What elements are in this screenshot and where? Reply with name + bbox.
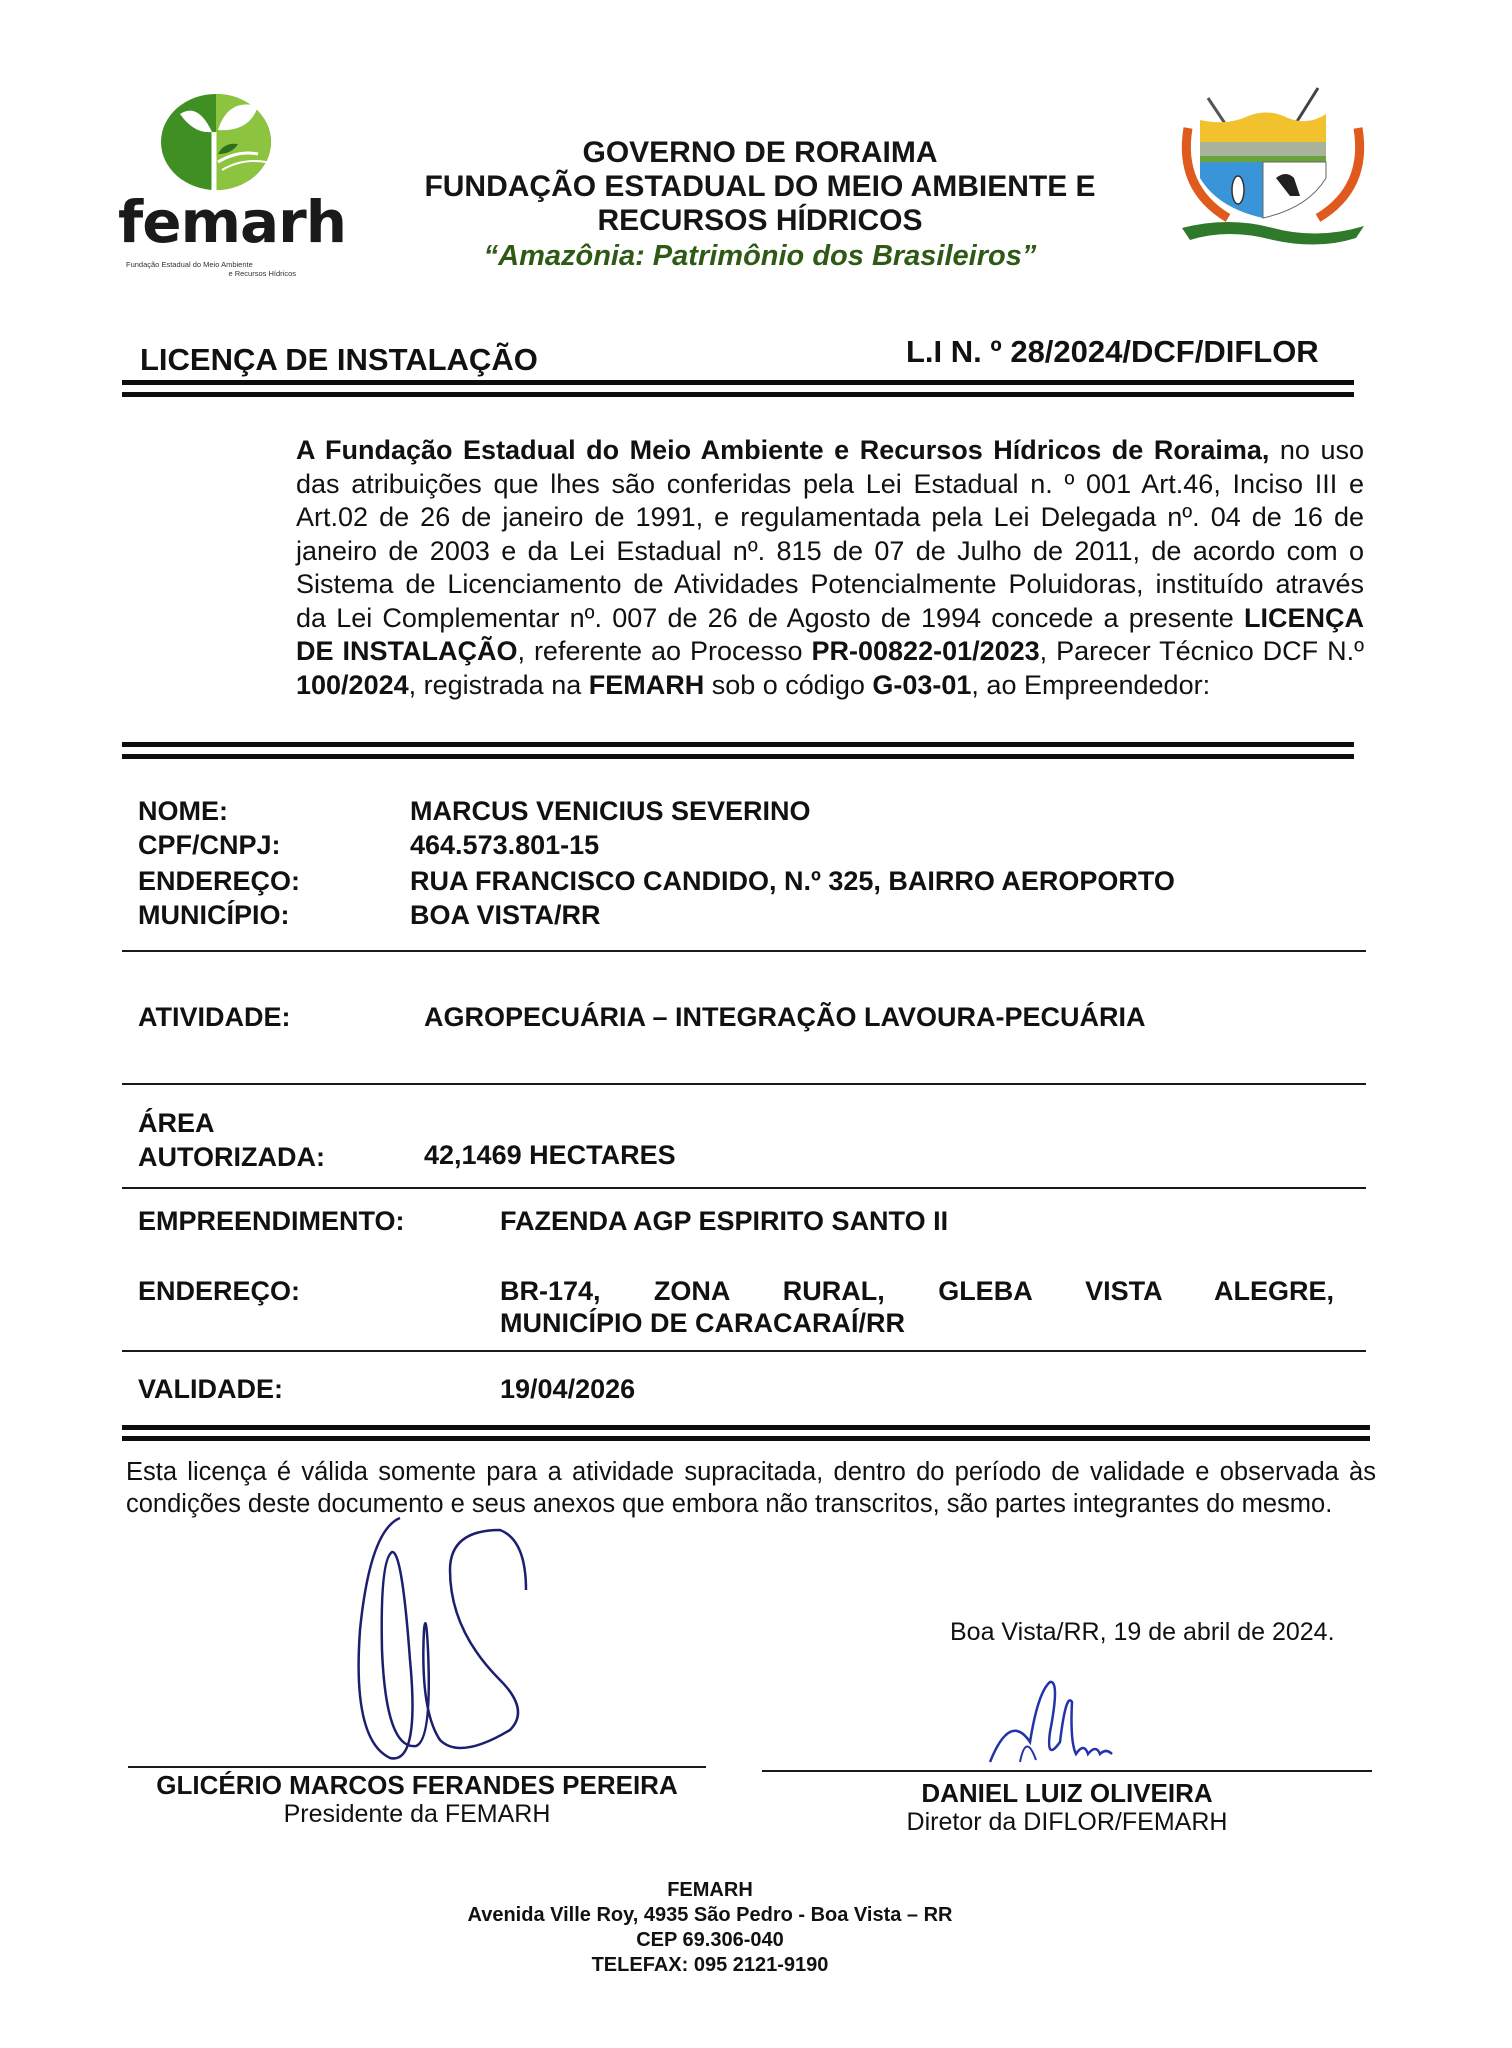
header-title-block: [380, 136, 1140, 273]
applicant-address: RUA FRANCISCO CANDIDO, N.º 325, BAIRRO AEROPORTO: [410, 866, 1175, 896]
license-number: L.I N. º 28/2024/DCF/DIFLOR: [906, 334, 1319, 369]
area-label-line1: ÁREA: [138, 1108, 215, 1138]
technical-opinion-number: 100/2024: [296, 669, 409, 700]
signatory-name: DANIEL LUIZ OLIVEIRA: [921, 1778, 1213, 1808]
area-label: [138, 1106, 325, 1174]
address-label: ENDEREÇO:: [138, 866, 301, 896]
logo-subtitle: [126, 260, 326, 278]
signature-line: [128, 1766, 706, 1768]
intro-text: sob o código: [704, 669, 873, 700]
enterprise-address-label: ENDEREÇO:: [138, 1276, 301, 1306]
femarh-logo: [118, 92, 347, 278]
activity-label: ATIVIDADE:: [138, 1002, 291, 1032]
intro-text: no uso das atribuições que lhes são conferidas pela Lei Estadual n. º 001 Art.46, Inciso III e Art.02 de 26 de janeiro de 1991, e regulamentada pela Lei Delegada nº. 04 de 16 de janeiro de 2003 e da Lei Estadual nº. 815 de 07 de Julho de 2011, de acordo com o Sistema de Licenciamento de Atividades Potencialmente Poluidoras, instituído através da Lei Complementar nº. 007 de 26 de Agosto de 1994 concede a presente: [296, 435, 1364, 633]
place-date: Boa Vista/RR, 19 de abril de 2024.: [950, 1618, 1335, 1646]
applicant-document: 464.573.801-15: [410, 830, 600, 860]
signatory-role: Presidente da FEMARH: [283, 1800, 551, 1828]
signature-president-icon: [330, 1510, 570, 1770]
double-rule-top: [122, 1425, 1370, 1430]
divider: [122, 1083, 1366, 1085]
footer-phone: TELEFAX: 095 2121-9190: [591, 1954, 829, 1976]
logo-wordmark: femarh: [118, 188, 347, 256]
intro-text: , ao Empreendedor:: [971, 669, 1211, 700]
footer-org: FEMARH: [667, 1879, 753, 1901]
logo-subtitle-line1: Fundação Estadual do Meio Ambiente: [126, 260, 253, 269]
divider: [122, 1350, 1366, 1352]
signature-director-icon: [980, 1672, 1120, 1772]
intro-text: , referente ao Processo: [517, 636, 812, 666]
area-label-line2: AUTORIZADA:: [138, 1142, 325, 1172]
double-rule-bottom: [122, 392, 1354, 397]
double-rule-bottom: [122, 1436, 1370, 1441]
registration-code: G-03-01: [872, 669, 972, 700]
intro-paragraph: [296, 434, 1364, 702]
signature-line: [762, 1770, 1372, 1772]
intro-text: , registrada na: [408, 669, 589, 700]
enterprise-address-line2: MUNICÍPIO DE CARACARAÍ/RR: [500, 1308, 905, 1338]
footer-cep: CEP 69.306-040: [636, 1929, 784, 1951]
signatory-role: Diretor da DIFLOR/FEMARH: [906, 1808, 1228, 1836]
footer-contact: [400, 1878, 1020, 1978]
activity-value: AGROPECUÁRIA – INTEGRAÇÃO LAVOURA-PECUÁRIA: [424, 1002, 1146, 1032]
double-rule-top: [122, 380, 1354, 385]
applicant-city: BOA VISTA/RR: [410, 900, 601, 930]
process-number: PR-00822-01/2023: [811, 636, 1040, 666]
header-resources: RECURSOS HÍDRICOS: [597, 204, 923, 237]
document-label: CPF/CNPJ:: [138, 830, 281, 860]
name-label: NOME:: [138, 796, 228, 826]
intro-femarh: FEMARH: [588, 669, 705, 700]
header-motto: “Amazônia: Patrimônio dos Brasileiros”: [483, 240, 1037, 272]
enterprise-address-line1: BR-174, ZONA RURAL, GLEBA VISTA ALEGRE,: [500, 1276, 1334, 1306]
area-value: 42,1469 HECTARES: [424, 1140, 676, 1170]
validity-label: VALIDADE:: [138, 1374, 283, 1404]
divider: [122, 950, 1366, 952]
double-rule-bottom: [122, 754, 1354, 759]
femarh-leaf-logo-icon: [158, 92, 274, 192]
license-title: LICENÇA DE INSTALAÇÃO: [140, 342, 538, 377]
logo-subtitle-line2: e Recursos Hídricos: [228, 269, 296, 278]
applicant-name: MARCUS VENICIUS SEVERINO: [410, 796, 811, 826]
double-rule-top: [122, 742, 1354, 747]
signatory-name: GLICÉRIO MARCOS FERANDES PEREIRA: [156, 1770, 678, 1800]
roraima-coat-of-arms-icon: [1168, 78, 1378, 263]
city-label: MUNICÍPIO:: [138, 900, 290, 930]
intro-license-type: LICENÇA DE INSTALAÇÃO: [296, 602, 1364, 666]
validity-value: 19/04/2026: [500, 1374, 636, 1404]
disclaimer-text: Esta licença é válida somente para a atividade supracitada, dentro do período de validade e observada às condições deste documento e seus anexos que embora não transcritos, são partes integrantes do mesmo.: [126, 1458, 1376, 1518]
divider: [122, 1187, 1366, 1189]
intro-org: A Fundação Estadual do Meio Ambiente e Recursos Hídricos de Roraima,: [296, 435, 1270, 465]
enterprise-label: EMPREENDIMENTO:: [138, 1206, 405, 1236]
header-foundation: FUNDAÇÃO ESTADUAL DO MEIO AMBIENTE E: [424, 170, 1096, 203]
header-government: GOVERNO DE RORAIMA: [582, 136, 938, 169]
footer-address: Avenida Ville Roy, 4935 São Pedro - Boa Vista – RR: [467, 1904, 953, 1926]
enterprise-value: FAZENDA AGP ESPIRITO SANTO II: [500, 1206, 949, 1236]
intro-text: , Parecer Técnico DCF N.º: [1039, 636, 1364, 666]
